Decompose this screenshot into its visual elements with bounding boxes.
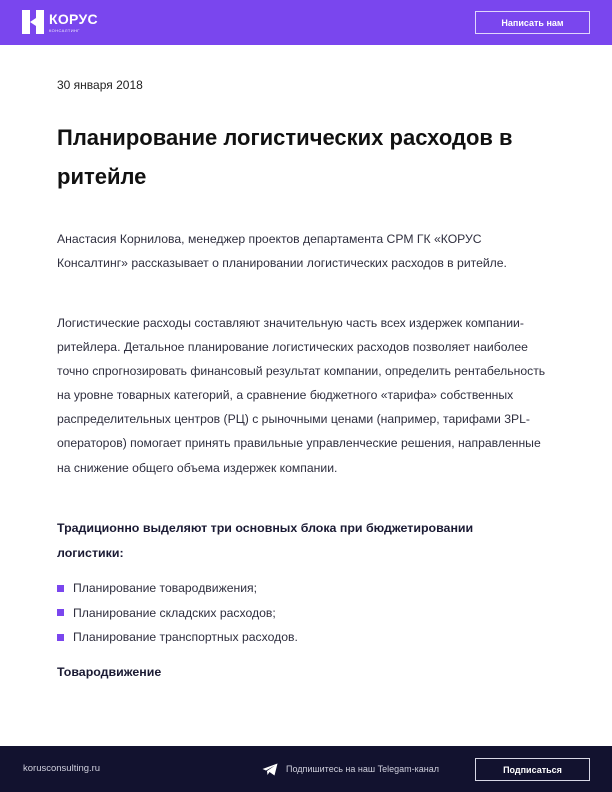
- list-item-text: Планирование складских расходов;: [73, 605, 276, 620]
- intro-paragraph: Анастасия Корнилова, менеджер проектов департамента СРМ ГК «КОРУС Консалтинг» рассказывает о планировании логистических расходов в ритейле.: [57, 232, 507, 271]
- logo-name: КОРУС: [49, 11, 98, 27]
- bullet-square-icon: [57, 634, 64, 641]
- bullet-square-icon: [57, 609, 64, 616]
- contact-us-button[interactable]: Написать нам: [475, 11, 590, 34]
- subheading-goods-movement: Товародвижение: [57, 665, 162, 679]
- list-item: [57, 576, 298, 601]
- korus-logo[interactable]: [22, 10, 98, 34]
- list-item-text: Планирование транспортных расходов.: [73, 630, 298, 645]
- subscribe-button[interactable]: Подписаться: [475, 758, 590, 781]
- site-link[interactable]: korusconsulting.ru: [23, 763, 101, 774]
- list-item: [57, 625, 298, 650]
- list-item-text: Планирование товародвижения;: [73, 581, 258, 596]
- telegram-icon: [262, 763, 278, 776]
- article-title: Планирование логистических расходов в ритейле: [57, 125, 513, 189]
- list-item: [57, 601, 298, 626]
- body-paragraph: Логистические расходы составляют значительную часть всех издержек компании-ритейлера. Детальное планирование логистических расходов позволяет наиболее точно спрогнозировать финансовый результат компании, определить рентабельность на уровне товарных категорий, а сравнение бюджетного «тарифа» собственных распределительных центров (РЦ) с рыночными ценами (например, тарифами 3PL-операторов) помогает принять правильные управленческие решения, направленные на снижение общего объема издержек компании.: [57, 316, 546, 475]
- bullet-square-icon: [57, 585, 64, 592]
- budget-blocks-list: [57, 576, 298, 650]
- telegram-subscribe-text: Подпишитесь на наш Telegam-канал: [286, 764, 439, 774]
- top-header: [0, 0, 612, 45]
- subheading-budget-blocks: Традиционно выделяют три основных блока при бюджетировании логистики:: [57, 521, 474, 560]
- article-date: 30 января 2018: [57, 78, 143, 92]
- logo-subtitle: КОНСАЛТИНГ: [49, 28, 80, 33]
- korus-logo-icon: [22, 10, 44, 34]
- footer: [0, 746, 612, 792]
